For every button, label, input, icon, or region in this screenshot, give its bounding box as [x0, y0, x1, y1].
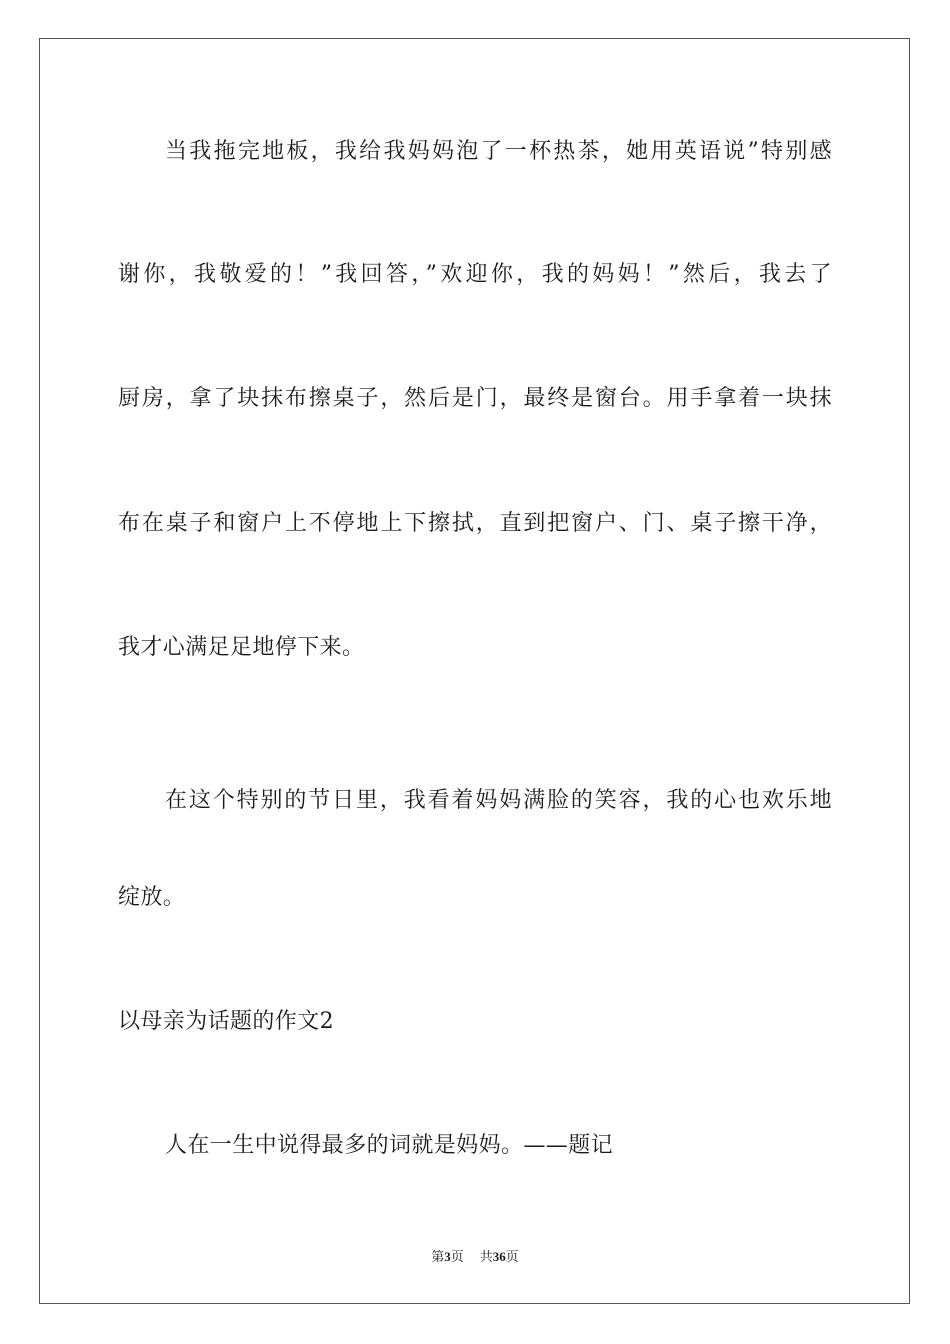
paragraph-line: 厨房，拿了块抹布擦桌子，然后是门，最终是窗台。用手拿着一块抹 — [118, 386, 832, 411]
page-number: 3 — [444, 1249, 451, 1264]
paragraph-line: 当我拖完地板，我给我妈妈泡了一杯热茶，她用英语说”特别感 — [165, 139, 832, 164]
paragraph-line: 布在桌子和窗户上不停地上下擦拭，直到把窗户、门、桌子擦干净， — [118, 511, 832, 536]
section-heading: 以母亲为话题的作文2 — [118, 1009, 334, 1034]
total-prefix: 共 — [479, 1250, 493, 1265]
paragraph-line: 在这个特别的节日里，我看着妈妈满脸的笑容，我的心也欢乐地 — [165, 788, 832, 813]
paragraph-line: 谢你，我敬爱的！”我回答，”欢迎你，我的妈妈！”然后，我去了 — [118, 262, 832, 287]
page-border — [39, 38, 910, 1304]
total-pages: 36 — [492, 1249, 506, 1264]
paragraph-line: 我才心满足足地停下来。 — [118, 635, 365, 660]
total-suffix: 页 — [505, 1250, 519, 1265]
page-prefix: 第 — [431, 1250, 445, 1265]
page-footer — [0, 1248, 950, 1267]
epigraph-line: 人在一生中说得最多的词就是妈妈。——题记 — [165, 1133, 614, 1158]
paragraph-line: 绽放。 — [118, 885, 186, 910]
page-suffix: 页 — [450, 1250, 464, 1265]
